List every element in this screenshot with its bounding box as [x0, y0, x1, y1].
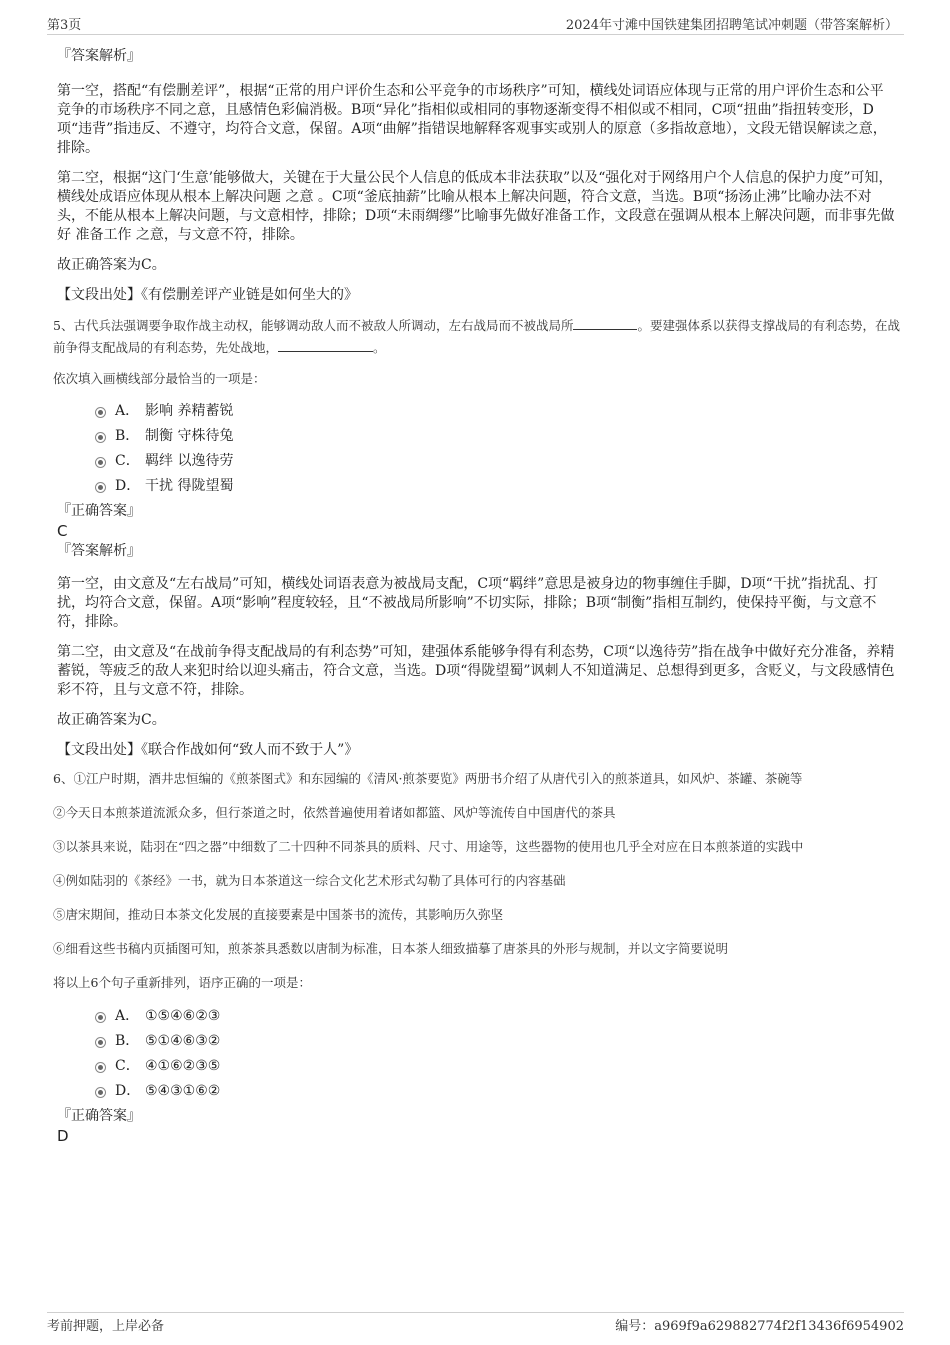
answer-analysis-label: 『答案解析』	[57, 543, 141, 559]
analysis-paragraph: 第二空，由文意及“在战前争得支配战局的有利态势”可知，建强体系能够争得有利态势，C项“以逸待劳”指在战争中做好充分准备，养精蓄锐，等疲乏的敌人来犯时给以迎头痛击，符合文意，当选。D项“得陇望蜀”讽刺人不知道满足、总想得到更多，含贬义，与文段感情色彩不符，且与文意不符，排除。	[57, 644, 895, 698]
sentence-item: ②今天日本煎茶道流派众多，但行茶道之时，依然普遍使用着诸如都篮、风炉等流传自中国唐代的茶具	[53, 805, 616, 820]
sentence-list	[53, 768, 897, 994]
conclusion: 故正确答案为C。	[57, 257, 166, 273]
radio-icon[interactable]	[95, 457, 106, 468]
main-content	[53, 46, 900, 1146]
correct-answer-label: 『正确答案』	[57, 503, 141, 519]
analysis-paragraph: 第二空，根据“这门‘生意’能够做大，关键在于大量公民个人信息的低成本非法获取”以及“强化对于网络用户个人信息的保护力度”可知，横线处成语应体现从根本上解决问题 之意 。C项“釜底抽薪”比喻从根本上解决问题，符合文意，当选。B项“扬汤止沸”比喻办法不对头，不能从根本上解决问题，与文意相悖，排除；D项“未雨绸缪”比喻事先做好准备工作，文段意在强调从根本上解决问题，而非事先做好 准备工作 之意，与文意不符，排除。	[57, 170, 895, 243]
sentence-item: ⑤唐宋期间，推动日本茶文化发展的直接要素是中国茶书的流传，其影响历久弥坚	[53, 907, 504, 922]
sentence-item: ⑥细看这些书稿内页插图可知，煎茶茶具悉数以唐制为标准，日本茶人细致描摹了唐茶具的外形与规制，并以文字简要说明	[53, 941, 729, 956]
correct-answer: C	[57, 522, 68, 540]
document-id: 编号：a969f9a629882774f2f13436f6954902	[615, 1319, 904, 1334]
question-instruction: 依次填入画横线部分最恰当的一项是：	[53, 371, 266, 386]
option-a[interactable]: A． ①⑤④⑥②③	[57, 1004, 897, 1029]
sentence-item: ③以茶具来说，陆羽在“四之器”中细数了二十四种不同茶具的质料、尺寸、用途等，这些器物的使用也几乎全对应在日本煎茶道的实践中	[53, 839, 804, 854]
option-c[interactable]: C． 羁绊 以逸待劳	[57, 449, 897, 474]
option-d[interactable]: D． ⑤④③①⑥②	[57, 1079, 897, 1104]
conclusion: 故正确答案为C。	[57, 712, 166, 728]
sentence-item: ④例如陆羽的《茶经》一书，就为日本茶道这一综合文化艺术形式勾勒了具体可行的内容基础	[53, 873, 566, 888]
answer-analysis-label: 『答案解析』	[57, 48, 141, 64]
question-stem: 5、古代兵法强调要争取作战主动权，能够调动敌人而不被敌人所调动，左右战局而不被战局所 。要建强体系以获得支撑战局的有利态势，在战前争得支配战局的有利态势，先处战地， 。	[53, 315, 901, 359]
radio-icon[interactable]	[95, 1037, 106, 1048]
correct-answer-label: 『正确答案』	[57, 1108, 141, 1124]
question-instruction: 将以上6个句子重新排列，语序正确的一项是：	[53, 975, 311, 990]
source-citation: 【文段出处】《联合作战如何“致人而不致于人”》	[57, 742, 359, 758]
page-number: 第3页	[47, 18, 82, 33]
options-list	[57, 399, 897, 499]
radio-icon[interactable]	[95, 1062, 106, 1073]
page-footer	[47, 1312, 904, 1337]
page-header	[47, 12, 904, 35]
options-list	[57, 1004, 897, 1104]
footer-slogan: 考前押题，上岸必备	[47, 1319, 165, 1334]
option-a[interactable]: A． 影响 养精蓄锐	[57, 399, 897, 424]
fill-blank	[573, 315, 637, 330]
option-b[interactable]: B． ⑤①④⑥③②	[57, 1029, 897, 1054]
radio-icon[interactable]	[95, 407, 106, 418]
option-c[interactable]: C． ④①⑥②③⑤	[57, 1054, 897, 1079]
document-title: 2024年寸滩中国铁建集团招聘笔试冲刺题（带答案解析）	[565, 18, 898, 33]
radio-icon[interactable]	[95, 1087, 106, 1098]
sentence-item: 6、①江户时期，酒井忠恒编的《煎茶图式》和东园编的《清风·煎茶要览》两册书介绍了从唐代引入的煎茶道具，如风炉、茶罐、茶碗等	[53, 771, 803, 786]
analysis-paragraph: 第一空，搭配“有偿删差评”，根据“正常的用户评价生态和公平竞争的市场秩序”可知，横线处词语应体现与正常的用户评价生态和公平竞争的市场秩序不同之意，且感情色彩偏消极。B项“异化”指相似或相同的事物逐渐变得不相似或不相同，C项“扭曲”指扭转变形，D项“违背”指违反、不遵守，均符合文意，保留。A项“曲解”指错误地解释客观事实或别人的原意（多指故意地），文段无错误解读之意，排除。	[57, 83, 887, 156]
radio-icon[interactable]	[95, 432, 106, 443]
radio-icon[interactable]	[95, 482, 106, 493]
option-d[interactable]: D． 干扰 得陇望蜀	[57, 474, 897, 499]
radio-icon[interactable]	[95, 1012, 106, 1023]
correct-answer: D	[57, 1127, 69, 1145]
option-b[interactable]: B． 制衡 守株待兔	[57, 424, 897, 449]
source-citation: 【文段出处】《有偿删差评产业链是如何坐大的》	[57, 287, 358, 303]
fill-blank	[278, 337, 373, 352]
analysis-paragraph: 第一空，由文意及“左右战局”可知，横线处词语表意为被战局支配，C项“羁绊”意思是被身边的物事缠住手脚，D项“干扰”指扰乱、打扰，均符合文意，保留。A项“影响”程度较轻，且“不被战局所影响”不切实际，排除；B项“制衡”指相互制约，使保持平衡，与文意不符，排除。	[57, 576, 878, 630]
